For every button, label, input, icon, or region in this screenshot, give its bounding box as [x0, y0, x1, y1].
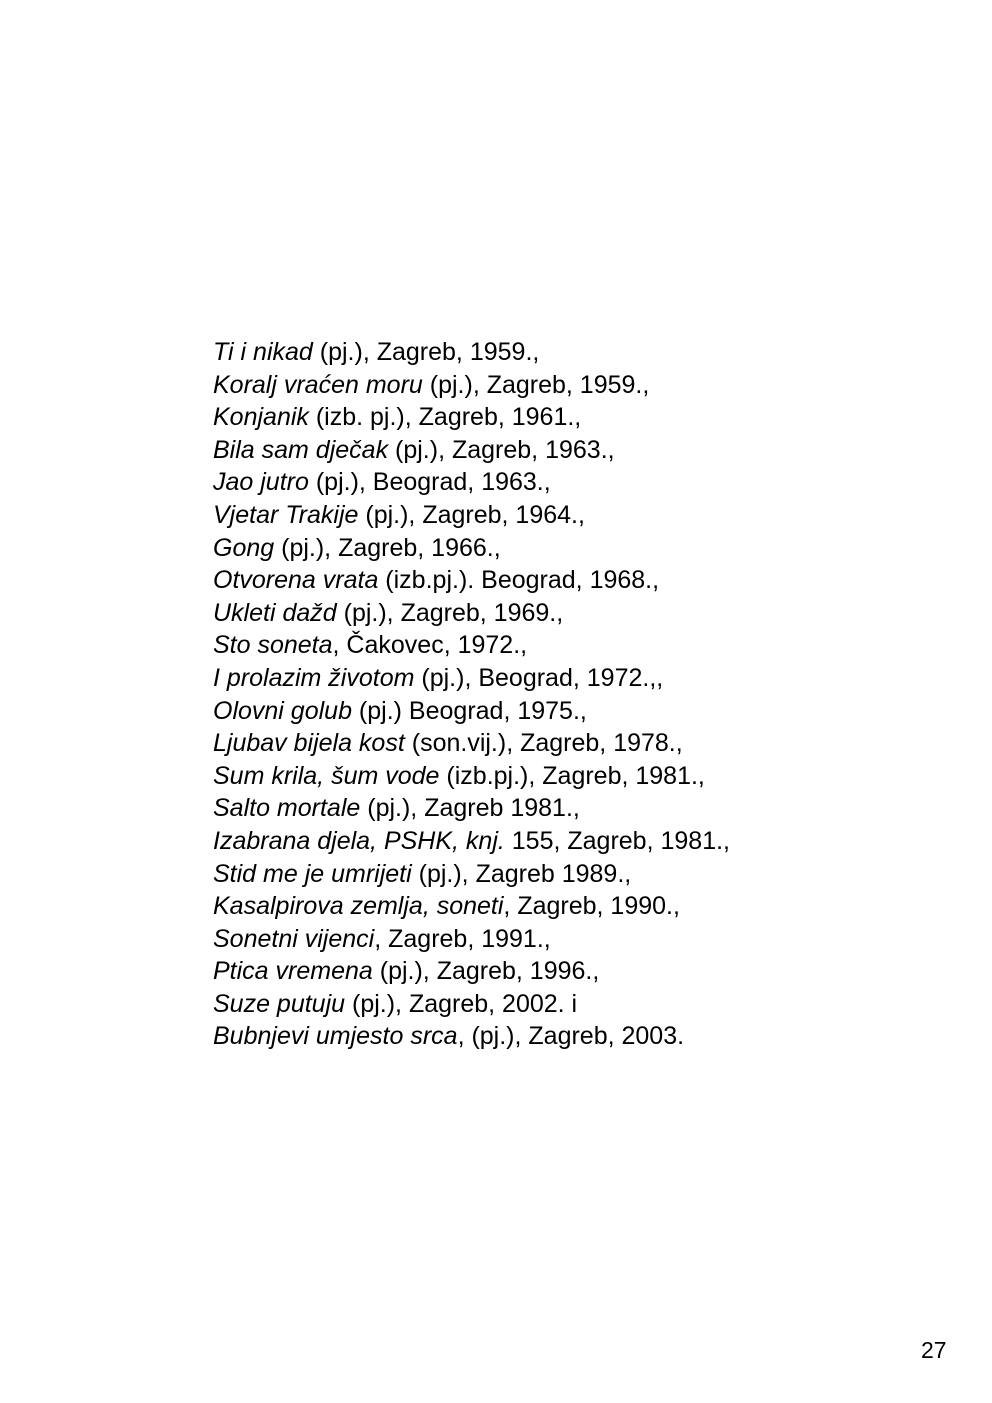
publication-details: , (pj.), Zagreb, 2003.: [457, 1022, 685, 1051]
bibliography-entry: [213, 727, 730, 760]
bibliography-entry: [213, 955, 730, 988]
publication-details: (pj.), Beograd, 1972.,,: [414, 663, 664, 692]
publication-details: (izb.pj.). Beograd, 1968.,: [378, 566, 660, 595]
publication-details: (pj.), Zagreb, 1959.,: [422, 370, 650, 399]
work-title: Sto soneta: [213, 631, 333, 660]
bibliography-entry: [213, 336, 730, 369]
work-title: Jao jutro: [213, 468, 309, 497]
work-title: Konjanik: [213, 403, 309, 432]
work-title: Otvorena vrata: [213, 566, 379, 595]
work-title: Kasalpirova zemlja, soneti: [213, 892, 504, 921]
bibliography-entry: [213, 499, 730, 532]
bibliography-list: [213, 336, 730, 1053]
work-title: Ti i nikad: [213, 338, 313, 366]
bibliography-entry: [213, 858, 730, 891]
bibliography-entry: [213, 369, 730, 402]
publication-details: (izb.pj.), Zagreb, 1981.,: [439, 761, 705, 790]
work-title: Bila sam dječak: [213, 435, 389, 464]
work-title: Stid me je umrijeti: [213, 859, 412, 888]
publication-details: (pj.), Zagreb, 1996.,: [372, 957, 600, 986]
bibliography-entry: [213, 662, 730, 695]
bibliography-entry: [213, 760, 730, 793]
bibliography-entry: [213, 988, 730, 1021]
bibliography-entry: [213, 466, 730, 499]
work-title: Sum krila, šum vode: [213, 761, 440, 790]
bibliography-entry: [213, 825, 730, 858]
publication-details: , Čakovec, 1972.,: [332, 631, 528, 660]
publication-details: (pj.), Zagreb 1981.,: [360, 794, 580, 823]
bibliography-entry: [213, 532, 730, 565]
work-title: Vjetar Trakije: [213, 500, 359, 529]
work-title: Sonetni vijenci: [213, 924, 375, 953]
publication-details: (pj.), Zagreb 1989.,: [411, 859, 632, 888]
bibliography-entry: [213, 564, 730, 597]
publication-details: (pj.), Zagreb, 1964.,: [358, 500, 585, 529]
work-title: Izabrana djela, PSHK, knj.: [213, 826, 505, 855]
work-title: Ukleti dažd: [213, 598, 337, 627]
bibliography-entry: [213, 1020, 730, 1053]
publication-details: (pj.) Beograd, 1975.,: [351, 696, 587, 725]
publication-details: (pj.), Zagreb, 1969.,: [336, 598, 564, 627]
bibliography-entry: [213, 401, 730, 434]
bibliography-entry: [213, 792, 730, 825]
publication-details: (pj.), Zagreb, 1963.,: [388, 435, 615, 464]
bibliography-entry: [213, 629, 730, 662]
publication-details: (izb. pj.), Zagreb, 1961.,: [308, 403, 582, 432]
page-number: 27: [921, 1337, 947, 1363]
publication-details: 155, Zagreb, 1981.,: [504, 826, 730, 855]
bibliography-entry: [213, 434, 730, 467]
bibliography-entry: [213, 923, 730, 956]
work-title: Salto mortale: [213, 794, 361, 823]
bibliography-entry: [213, 890, 730, 923]
publication-details: , Zagreb, 1991.,: [374, 924, 551, 953]
work-title: Suze putuju: [213, 989, 346, 1018]
bibliography-entry: [213, 695, 730, 728]
work-title: Koralj vraćen moru: [213, 370, 423, 399]
publication-details: (son.vij.), Zagreb, 1978.,: [404, 729, 683, 758]
publication-details: (pj.), Zagreb, 1966.,: [274, 533, 501, 562]
work-title: Olovni golub: [213, 696, 352, 725]
work-title: Ptica vremena: [213, 957, 373, 986]
work-title: Ljubav bijela kost: [213, 729, 405, 758]
publication-details: (pj.), Beograd, 1963.,: [308, 468, 551, 497]
work-title: Gong: [213, 533, 275, 562]
work-title: Bubnjevi umjesto srca: [213, 1022, 458, 1051]
publication-details: (pj.), Zagreb, 2002. i: [345, 989, 578, 1018]
bibliography-entry: [213, 597, 730, 630]
work-title: I prolazim životom: [213, 663, 415, 692]
publication-details: , Zagreb, 1990.,: [503, 892, 680, 921]
publication-details: (pj.), Zagreb, 1959.,: [312, 338, 540, 366]
